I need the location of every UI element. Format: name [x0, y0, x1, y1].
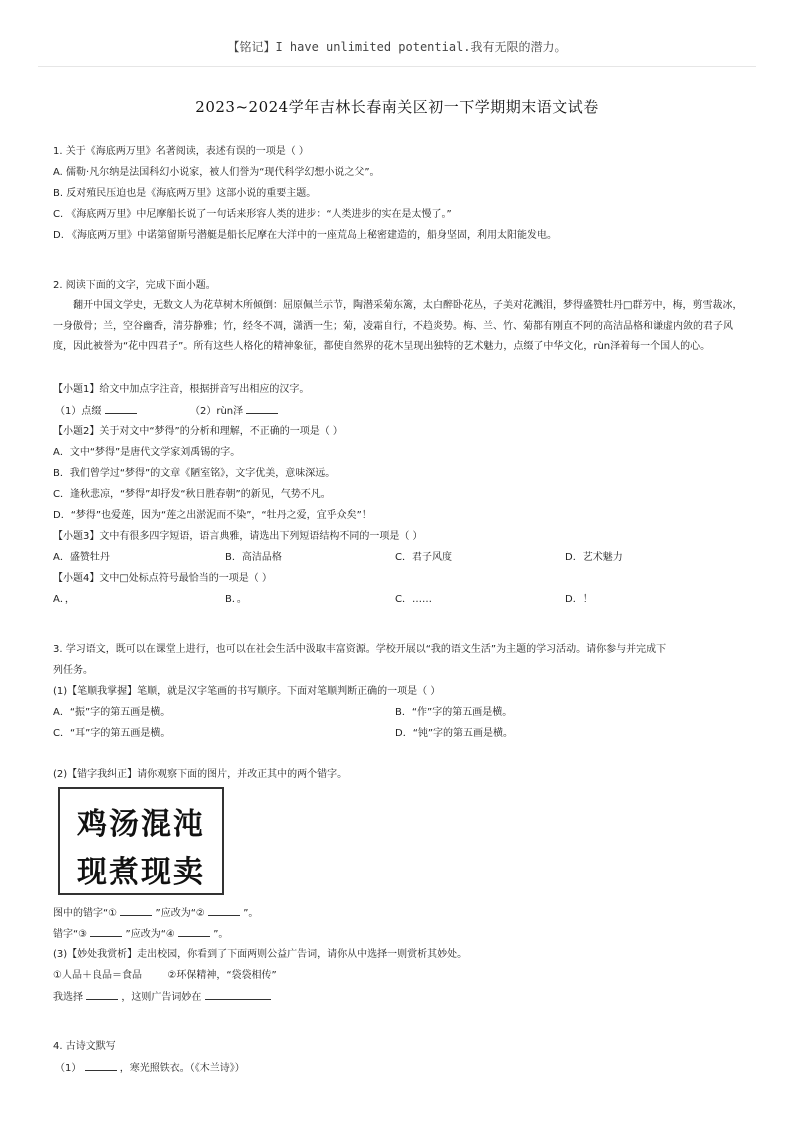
- q2-sub1-item2-label: （2）rùn泽: [190, 406, 244, 417]
- answer-text: ，寒光照铁衣。（《木兰诗》）: [119, 1063, 245, 1074]
- answer-blank[interactable]: [205, 990, 271, 1000]
- q2-sub2-option-b: B．我们曾学过“梦得”的文章《陋室铭》，文字优美，意味深远。: [53, 468, 336, 479]
- q2-sub3-option-b: B．高洁品格: [225, 552, 282, 563]
- sign-image: [58, 787, 224, 895]
- q2-sub4-option-b: B．。: [225, 594, 247, 605]
- answer-text: 我选择: [53, 992, 83, 1003]
- q3-stem-line2: 列任务。: [53, 665, 93, 676]
- q4-line1: [55, 1061, 245, 1076]
- q1-option-d: D. 《海底两万里》中诺第留斯号潜艇是船长尼摩在大洋中的一座荒岛上秘密建造的，船身坚固，利用太阳能发电。: [53, 230, 558, 241]
- q2-sub4-option-a: A．，: [53, 594, 75, 605]
- q2-sub2-option-a: A．文中“梦得”是唐代文学家刘禹锡的字。: [53, 447, 241, 458]
- page-header-motto: 【铭记】I have unlimited potential.我有无限的潜力。: [227, 40, 567, 54]
- answer-text: 图中的错字“①: [53, 908, 118, 919]
- q3-part2-answer1: [53, 906, 258, 921]
- q2-sub2-option-d: D．“梦得”也爱莲，因为“莲之出淤泥而不染”，“牡丹之爱，宜乎众矣”！: [53, 510, 372, 521]
- q2-sub4: 【小题4】文中□处标点符号最恰当的一项是（ ）: [53, 573, 272, 584]
- q3-part2-answer2: [53, 927, 228, 942]
- q3-part1-option-b: B．“作”字的第五画是横。: [395, 707, 513, 718]
- q2-sub3-option-c: C．君子风度: [395, 552, 452, 563]
- q1-option-a: A. 儒勒·凡尔纳是法国科幻小说家，被人们誉为“现代科学幻想小说之父”。: [53, 167, 380, 178]
- q2-sub1-item1: [55, 404, 137, 419]
- answer-text: ”。: [213, 929, 229, 940]
- q2-sub1-item2: [190, 404, 278, 419]
- q2-sub3-option-d: D．艺术魅力: [565, 552, 623, 563]
- answer-blank[interactable]: [208, 906, 240, 916]
- q3-part1: (1)【笔顺我掌握】笔顺，就是汉字笔画的书写顺序。下面对笔顺判断正确的一项是（ ）: [53, 686, 441, 697]
- q3-part3-ads: ①人品＋良品＝食品 ②环保精神，“袋袋相传”: [53, 970, 277, 981]
- q2-sub2-option-c: C．逢秋悲凉，“梦得”却抒发“秋日胜春朝”的新见，气势不凡。: [53, 489, 331, 500]
- answer-text: （1）: [55, 1063, 82, 1074]
- q2-sub3: 【小题3】文中有很多四字短语，语言典雅，请选出下列短语结构不同的一项是（ ）: [53, 531, 423, 542]
- answer-text: ”。: [243, 908, 259, 919]
- q2-sub1-item1-label: （1）点缀: [55, 406, 102, 417]
- q1-stem: 1. 关于《海底两万里》名著阅读，表述有误的一项是（ ）: [53, 146, 309, 157]
- q4-stem: 4. 古诗文默写: [53, 1041, 116, 1052]
- q2-sub3-option-a: A．盛赞牡丹: [53, 552, 110, 563]
- answer-text: ”应改为“④: [125, 929, 175, 940]
- q2-sub2: 【小题2】关于对文中“梦得”的分析和理解，不正确的一项是（ ）: [53, 426, 343, 437]
- q3-stem-line1: 3. 学习语文，既可以在课堂上进行，也可以在社会生活中汲取丰富资源。学校开展以“我的语文生活”为主题的学习活动。请你参与并完成下: [53, 644, 667, 655]
- q2-sub4-option-c: C．……: [395, 594, 432, 605]
- q3-part1-option-d: D．“钝”字的第五画是横。: [395, 728, 514, 739]
- answer-blank[interactable]: [85, 1061, 117, 1071]
- q3-part3-answer: [53, 990, 271, 1005]
- page-title: 2023~2024学年吉林长春南关区初一下学期期末语文试卷: [195, 98, 599, 116]
- answer-blank[interactable]: [246, 404, 278, 414]
- answer-text: ，这则广告词妙在: [121, 992, 202, 1003]
- answer-blank[interactable]: [90, 927, 122, 937]
- q2-passage: 翻开中国文学史，无数文人为花草树木所倾倒：屈原佩兰示节，陶潜采菊东篱，太白醉卧花丛，子美对花溅泪，梦得盛赞牡丹□群芳中，梅，剪雪裁冰，一身傲骨；兰，空谷幽香，清芬静雅；竹，经冬不凋，潇洒一生；菊，凌霜自行，不趋炎势。梅、兰、竹、菊都有刚直不阿的高洁品格和谦虚内敛的君子风度，因此被誉为“花中四君子”。所有这些人格化的精神象征，都使自然界的花木呈现出独特的艺术魅力，点缀了中华文化，rùn泽着每一个国人的心。: [53, 300, 743, 352]
- q2-stem: 2. 阅读下面的文字，完成下面小题。: [53, 280, 216, 291]
- header-divider: [38, 66, 756, 67]
- answer-text: 错字“③: [53, 929, 88, 940]
- q3-part1-option-a: A．“振”字的第五画是横。: [53, 707, 171, 718]
- q3-part3: (3)【妙处我赏析】走出校园，你看到了下面两则公益广告词，请你从中选择一则赏析其妙处。: [53, 949, 468, 960]
- answer-blank[interactable]: [120, 906, 152, 916]
- answer-text: ”应改为“②: [155, 908, 205, 919]
- q1-option-c: C. 《海底两万里》中尼摩船长说了一句话来形容人类的进步：“人类进步的实在是太慢了。”: [53, 209, 452, 220]
- sign-line-2: 现煮现卖: [77, 855, 205, 890]
- q2-sub1: 【小题1】给文中加点字注音，根据拼音写出相应的汉字。: [53, 384, 310, 395]
- q3-part1-option-c: C．“耳”字的第五画是横。: [53, 728, 171, 739]
- answer-blank[interactable]: [178, 927, 210, 937]
- sign-line-1: 鸡汤混沌: [77, 807, 205, 842]
- q3-part2: (2)【错字我纠正】请你观察下面的图片，并改正其中的两个错字。: [53, 769, 348, 780]
- q2-sub4-option-d: D．！: [565, 594, 593, 605]
- answer-blank[interactable]: [86, 990, 118, 1000]
- q1-option-b: B. 反对殖民压迫也是《海底两万里》这部小说的重要主题。: [53, 188, 317, 199]
- answer-blank[interactable]: [105, 404, 137, 414]
